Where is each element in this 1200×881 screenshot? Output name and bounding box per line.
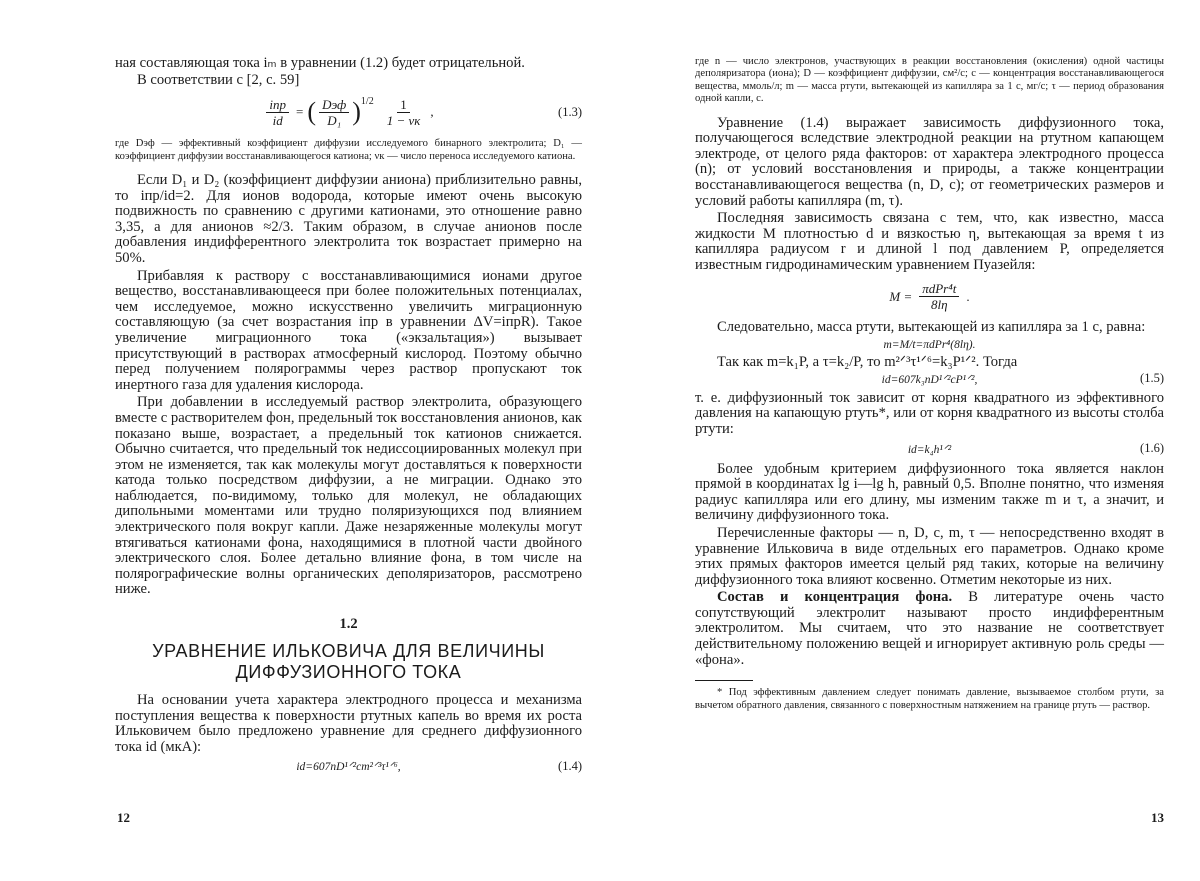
equation-lhs: M = (889, 288, 913, 304)
right-page (600, 0, 1200, 881)
paragraph: Уравнение (1.4) выражает зависимость диффузионного тока, получающегося вследствие электродной реакции на ртутном капающем электроде, от целого ряда факторов: от характера электродного процесса (n); от условий восстановления и природы, а также концентрации восстанавливающегося вещества (n, D, c); от геометрических размеров и условий работы капилляра (m, τ). (695, 114, 1164, 209)
paragraph: Последняя зависимость связана с тем, что, как известно, масса жидкости M плотностью d и вязкостью η, вытекающая за время t из капилляра радиусом r и длиной l под давлением P, определяется известным гидродинамическим уравнением Пуазейля: (695, 210, 1164, 273)
eq-denominator: 8lη (931, 297, 948, 313)
paragraph: ная составляющая тока iₘ в уравнении (1.2) будет отрицательной. (115, 55, 525, 71)
eq-numerator: πdPr⁴t (919, 281, 959, 297)
paragraph: Так как m=k₁P, а τ=k₂/P, то m²ᐟ³τ¹ᐟ⁶=k₃P¹ᐟ². Тогда (717, 354, 1018, 371)
eq-power: 1/2 (360, 96, 374, 108)
eq-denominator: D₁ (327, 112, 342, 128)
paragraph: Если D₁ и D₂ (коэффициент диффузии аниона) приблизительно равны, то iпр/id=2. Для ионов водорода, которые имеют очень высокую подвижность по сравнению с другими катионами, это отношение равно 3,35, а для анионов ≈2/3. Таким образом, в случае анионов после добавления индифферентного электролита ток возрастает примерно на 50%. (115, 172, 582, 266)
paragraph (695, 590, 1164, 668)
equation-poiseuille (695, 278, 1164, 316)
paragraph-text: В литературе очень часто сопутствующий электролит называют просто индифферентным электролитом. Мы считаем, что это название не соответствует действительному положению вещей и игнорирует активную роль среды — «фона». (695, 589, 1164, 668)
eq-denominator: id (272, 112, 283, 128)
eq-fraction (266, 97, 289, 128)
page-number: 13 (1151, 810, 1164, 825)
eq-paren: ( (307, 97, 317, 127)
paragraph: При добавлении в исследуемый раствор электролита, образующего вместе с растворителем фон, предельный ток восстановления анионов, как показано выше, возрастает, а предельный ток катионов снижается. Обычно считается, что предельный ток недиссоциированных молекул при этом не изменяется, так как молекулы могут доставляться к поверхности катода только посредством диффузии, а не миграции. Однако это наблюдается, по-видимому, только для молекул, не обладающих дипольными моментами или трудно поляризующихся под влиянием электрического поля вокруг капли. Даже незаряженные молекулы могут втягиваться катионами фона, находящимися в плотной части двойного электрического слоя. Более детально влияние фона, в том числе на полярографические волны органических деполяризаторов, рассмотрено ниже. (115, 394, 582, 598)
paragraph: Более удобным критерием диффузионного тока является наклон прямой в координатах lg i—lg h, равный 0,5. Вполне понятно, что изменяя радиус капилляра или его длину, мы изменим также m и τ, а значит, и величину диффузионного тока. (695, 460, 1164, 524)
eq-sign: = (296, 104, 304, 120)
equation-1-5 (695, 371, 1164, 387)
equation-text: id=607k₃nD¹ᐟ²cP¹ᐟ², (881, 373, 978, 386)
equation-number: (1.4) (558, 758, 582, 773)
eq-numerator: Dэф (319, 97, 349, 113)
right-text-column (695, 56, 1164, 712)
section-title: УРАВНЕНИЕ ИЛЬКОВИЧА ДЛЯ ВЕЛИЧИНЫ ДИФФУЗИОННОГО ТОКА (152, 641, 545, 683)
paragraph: т. е. диффузионный ток зависит от корня квадратного из эффективного давления на капающую ртуть*, или от корня квадратного из высоты столба ртути: (695, 389, 1164, 437)
section-number: 1.2 (339, 616, 358, 633)
equation-mass (695, 337, 1164, 353)
paragraph: В соответствии с [2, с. 59] (137, 71, 300, 88)
page-number: 12 (117, 810, 130, 825)
equation-legend: где n — число электронов, участвующих в реакции восстановления (окисления) одной частицы деполяризатора (иона); D — коэффициент диффузии, см²/с; c — концентрация восстанавливающегося вещества, ммоль/л; m — масса ртути, вытекающей из капилляра за 1 с, мг/с; τ — период образования одной капли, с. (695, 56, 1164, 105)
equation-legend: где Dэф — эффективный коэффициент диффузии исследуемого бинарного электролита; D₁ — коэффициент диффузии восстанавливающегося катиона; νк — число переноса исследуемого катиона. (115, 138, 582, 162)
equation-number: (1.6) (1140, 441, 1164, 456)
eq-numerator: 1 (397, 97, 410, 113)
equation-1-6 (695, 440, 1164, 458)
footnote: * Под эффективным давлением следует понимать давление, вызываемое столбом ртути, за вычетом обратного давления, связанного с поверхностным натяжением на границе ртуть — раствор. (695, 687, 1164, 711)
eq-fraction (319, 97, 349, 128)
left-text-column (115, 56, 582, 775)
equation-text: id=k₄h¹ᐟ² (907, 443, 952, 456)
equation-number: (1.5) (1140, 371, 1164, 386)
eq-fraction (384, 97, 424, 128)
paragraph: Прибавляя к раствору с восстанавливающимися ионами другое вещество, восстанавливающееся при более положительных потенциалах, чем исследуемое, можно искусственно увеличить миграционную составляющую (за счет возрастания iпр в уравнении ΔV=iпрR). Такое увеличение миграционного тока («экзальтация») вызывает присутствующий в растворах атмосферный кислород. Поэтому обычно перед получением полярограммы через раствор пропускают ток инертного газа для удаления кислорода. (115, 267, 582, 393)
equation-text: m=M/t=πdPr⁴(8lη). (883, 339, 976, 352)
paragraph: Следовательно, масса ртути, вытекающей из капилляра за 1 с, равна: (717, 318, 1146, 335)
eq-comma: , (430, 104, 434, 120)
eq-fraction (919, 281, 959, 312)
eq-period: . (966, 288, 970, 304)
paragraph: Перечисленные факторы — n, D, c, m, τ — непосредственно входят в уравнение Ильковича в виде отдельных его параметров. Однако кроме этих прямых факторов имеется целый ряд таких, которые на величину диффузионного тока влияют косвенно. Отметим некоторые из них. (695, 524, 1164, 588)
eq-numerator: iпр (266, 97, 289, 113)
run-in-heading: Состав и концентрация фона. (717, 589, 953, 606)
eq-denominator: 1 − νк (386, 112, 421, 128)
equation-number: (1.3) (558, 104, 582, 119)
footnote-rule (695, 680, 753, 681)
equation-1-3 (115, 92, 582, 132)
eq-paren: ) (352, 97, 361, 127)
paragraph: На основании учета характера электродного процесса и механизма поступления вещества к поверхности ртутных капель во время их роста Ильковичем было предложено уравнение для среднего диффузионного тока id (мкА): (115, 692, 582, 755)
equation-1-4 (115, 757, 582, 775)
equation-text: id=607nD¹ᐟ²cm²ᐟ³τ¹ᐟ⁶, (296, 761, 401, 774)
